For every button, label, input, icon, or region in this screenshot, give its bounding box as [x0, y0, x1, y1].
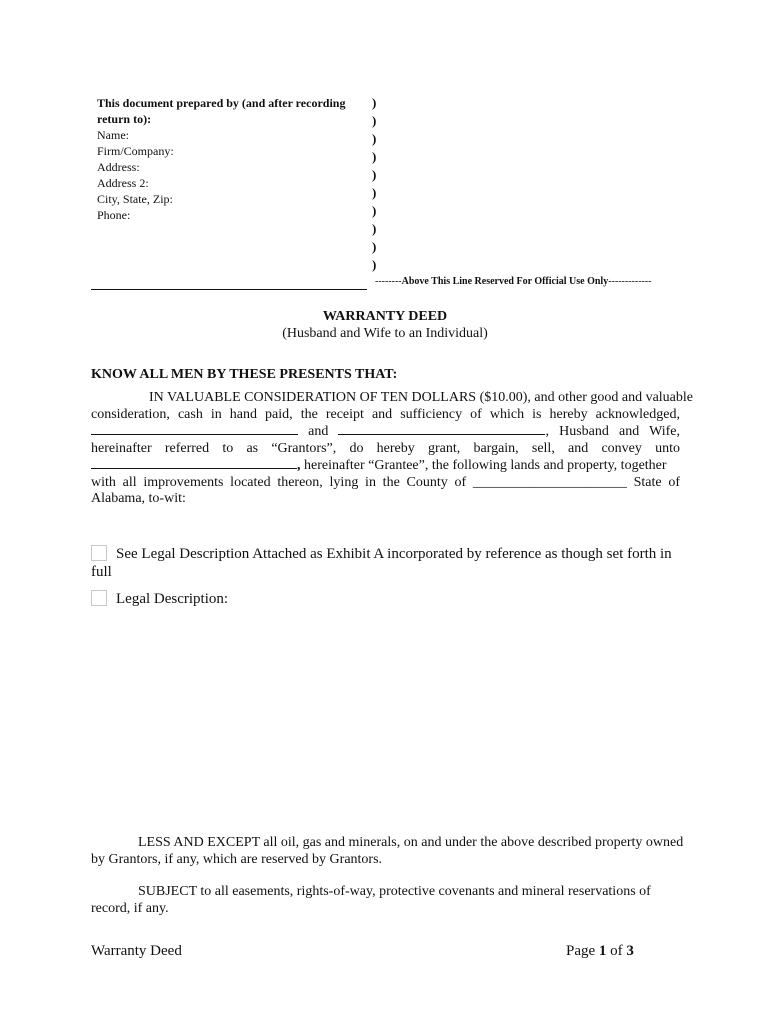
para1-line3: [91, 423, 680, 441]
county-field[interactable]: ______________________: [472, 474, 627, 490]
paren-mark: ): [372, 95, 377, 110]
page-word: Page: [566, 943, 596, 959]
footer-title: Warranty Deed: [91, 943, 182, 959]
paren-mark: ): [372, 149, 377, 164]
legal-description-option: [91, 590, 228, 608]
preparer-block: [97, 95, 367, 223]
and-word: and: [308, 424, 329, 439]
preparer-heading-line1: This document prepared by (and after recording: [97, 96, 346, 110]
page-number: [566, 943, 634, 960]
subject-to-line1: SUBJECT to all easements, rights-of-way, protective covenants and mineral reservations of: [138, 884, 651, 899]
grantee-comma: ,: [297, 458, 301, 473]
document-subtitle: (Husband and Wife to an Individual): [282, 326, 488, 341]
exhibit-option-line1: See Legal Description Attached as Exhibit A incorporated by reference as though set forth in: [116, 546, 672, 562]
grantee-name-field[interactable]: [91, 457, 297, 469]
firm-company-label: Firm/Company:: [97, 144, 174, 158]
legal-description-checkbox[interactable]: [91, 590, 107, 606]
preparer-heading-line2: return to):: [97, 112, 152, 126]
document-title: WARRANTY DEED: [322, 309, 448, 324]
name-label: Name:: [97, 128, 129, 142]
paren-mark: ): [372, 203, 377, 218]
para1-line4: hereinafter referred to as “Grantors”, do hereby grant, bargain, sell, and convey unto: [91, 440, 680, 456]
para1-line5: [91, 457, 680, 475]
paren-mark: ): [372, 221, 377, 236]
consideration-paragraph: [91, 390, 694, 508]
subject-to-line2: record, if any.: [91, 900, 169, 916]
grantor1-name-field[interactable]: [91, 423, 298, 435]
paren-column: [372, 94, 384, 274]
paren-mark: ): [372, 257, 377, 272]
paren-mark: ): [372, 185, 377, 200]
reserved-dashes-left: --------: [375, 276, 402, 287]
address-label: Address:: [97, 160, 140, 174]
reserved-dashes-right: -------------: [608, 276, 652, 287]
city-state-zip-label: City, State, Zip:: [97, 192, 173, 206]
less-except-line1: LESS AND EXCEPT all oil, gas and minerals, on and under the above described property owned: [138, 835, 684, 850]
legal-description-label: Legal Description:: [116, 591, 229, 607]
know-all-heading: KNOW ALL MEN BY THESE PRESENTS THAT:: [91, 367, 398, 382]
para1-line2: consideration, cash in hand paid, the receipt and sufficiency of which is hereby acknowledged,: [91, 406, 680, 422]
grantor2-name-field[interactable]: [338, 423, 545, 435]
address2-label: Address 2:: [97, 176, 149, 190]
exhibit-checkbox[interactable]: [91, 545, 107, 561]
paren-mark: ): [372, 239, 377, 254]
paren-mark: ): [372, 113, 377, 128]
subject-to-paragraph: [91, 884, 680, 917]
paren-mark: ): [372, 167, 377, 182]
para1-line1: IN VALUABLE CONSIDERATION OF TEN DOLLARS ($10.00), and other good and valuable: [149, 390, 694, 405]
official-use-notice: [375, 276, 652, 287]
phone-label: Phone:: [97, 208, 131, 222]
of-word: of: [610, 943, 623, 959]
preparer-rule: [91, 289, 367, 290]
reserved-text: Above This Line Reserved For Official Use Only: [401, 276, 609, 287]
paren-mark: ): [372, 131, 377, 146]
para1-line7: Alabama, to-wit:: [91, 491, 186, 506]
grantee-text: hereinafter “Grantee”, the following lands and property, together: [300, 458, 667, 473]
less-except-line2: by Grantors, if any, which are reserved by Grantors.: [91, 851, 383, 867]
para1-line6: [91, 475, 680, 492]
less-except-paragraph: [91, 835, 684, 868]
husband-wife-text: , Husband and Wife,: [545, 424, 680, 439]
county-text: with all improvements located thereon, lying in the County of: [91, 474, 467, 490]
state-of-text: State of: [633, 474, 680, 490]
page-total: 3: [626, 943, 634, 959]
exhibit-option-line2: full: [91, 564, 112, 580]
page-current: 1: [598, 943, 607, 959]
exhibit-option: [91, 545, 691, 581]
